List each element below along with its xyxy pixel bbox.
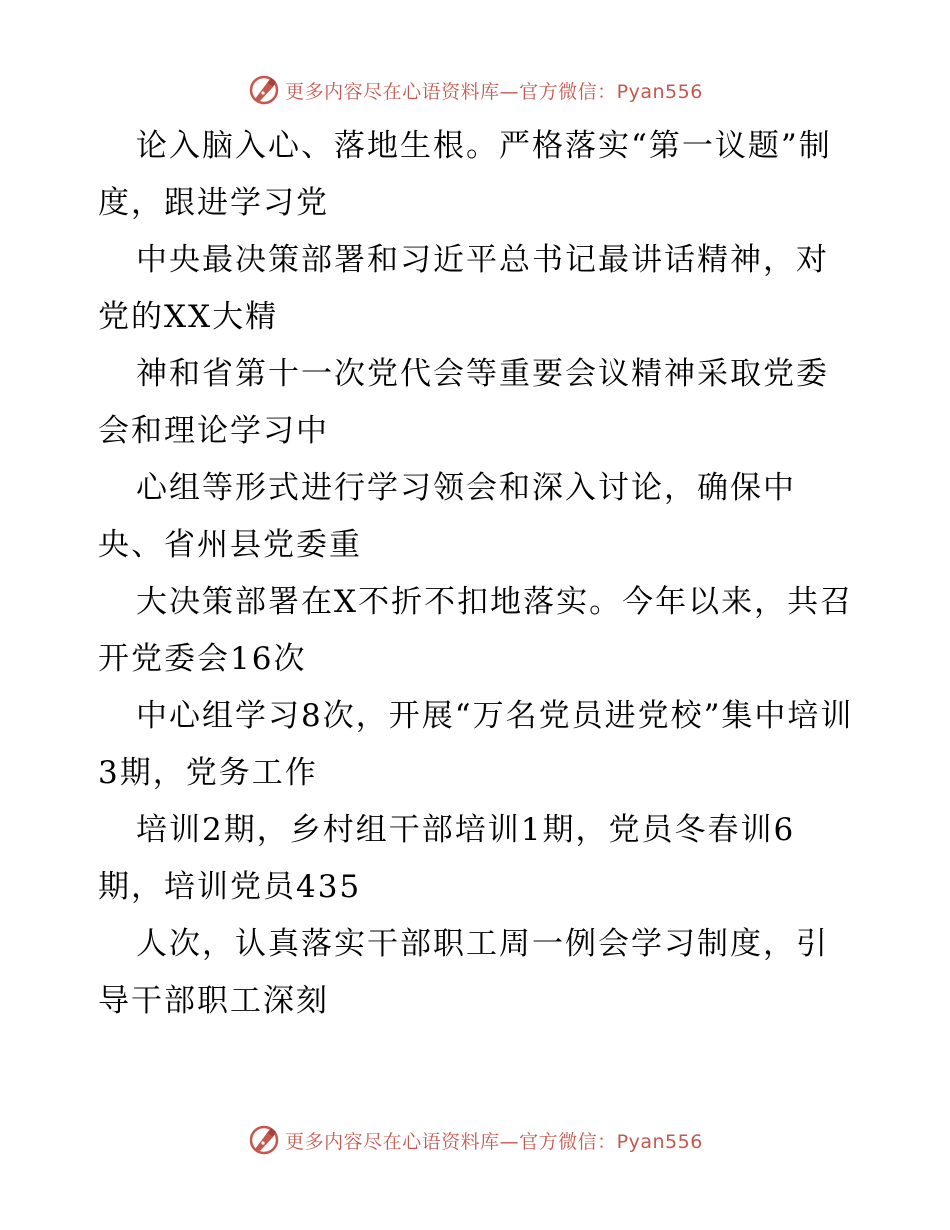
header-watermark: [0, 70, 950, 110]
paragraph: 中央最决策部署和习近平总书记最讲话精神，对党的XX大精: [98, 242, 829, 335]
pen-nib-circle-icon: [247, 73, 281, 107]
paragraph: 培训2期，乡村组干部培训1期，党员冬春训6期，培训党员435: [98, 812, 796, 905]
header-watermark-text: 更多内容尽在心语资料库—官方微信：Pyan556: [285, 80, 703, 103]
paragraph: 大决策部署在X不折不扣地落实。今年以来，共召开党委会16次: [98, 584, 854, 677]
footer-watermark: [0, 1120, 950, 1160]
paragraph: 人次，认真落实干部职工周一例会学习制度，引导干部职工深刻: [98, 926, 829, 1019]
paragraph: 神和省第十一次党代会等重要会议精神采取党委会和理论学习中: [98, 356, 829, 449]
paragraph: 心组等形式进行学习领会和深入讨论，确保中央、省州县党委重: [98, 470, 796, 563]
document-body: [98, 118, 858, 1030]
pen-nib-circle-icon: [247, 1123, 281, 1157]
paragraph: 中心组学习8次，开展“万名党员进党校”集中培训3期，党务工作: [98, 698, 854, 791]
footer-watermark-text: 更多内容尽在心语资料库—官方微信：Pyan556: [285, 1130, 703, 1153]
paragraph: 论入脑入心、落地生根。严格落实“第一议题”制度，跟进学习党: [98, 128, 832, 221]
